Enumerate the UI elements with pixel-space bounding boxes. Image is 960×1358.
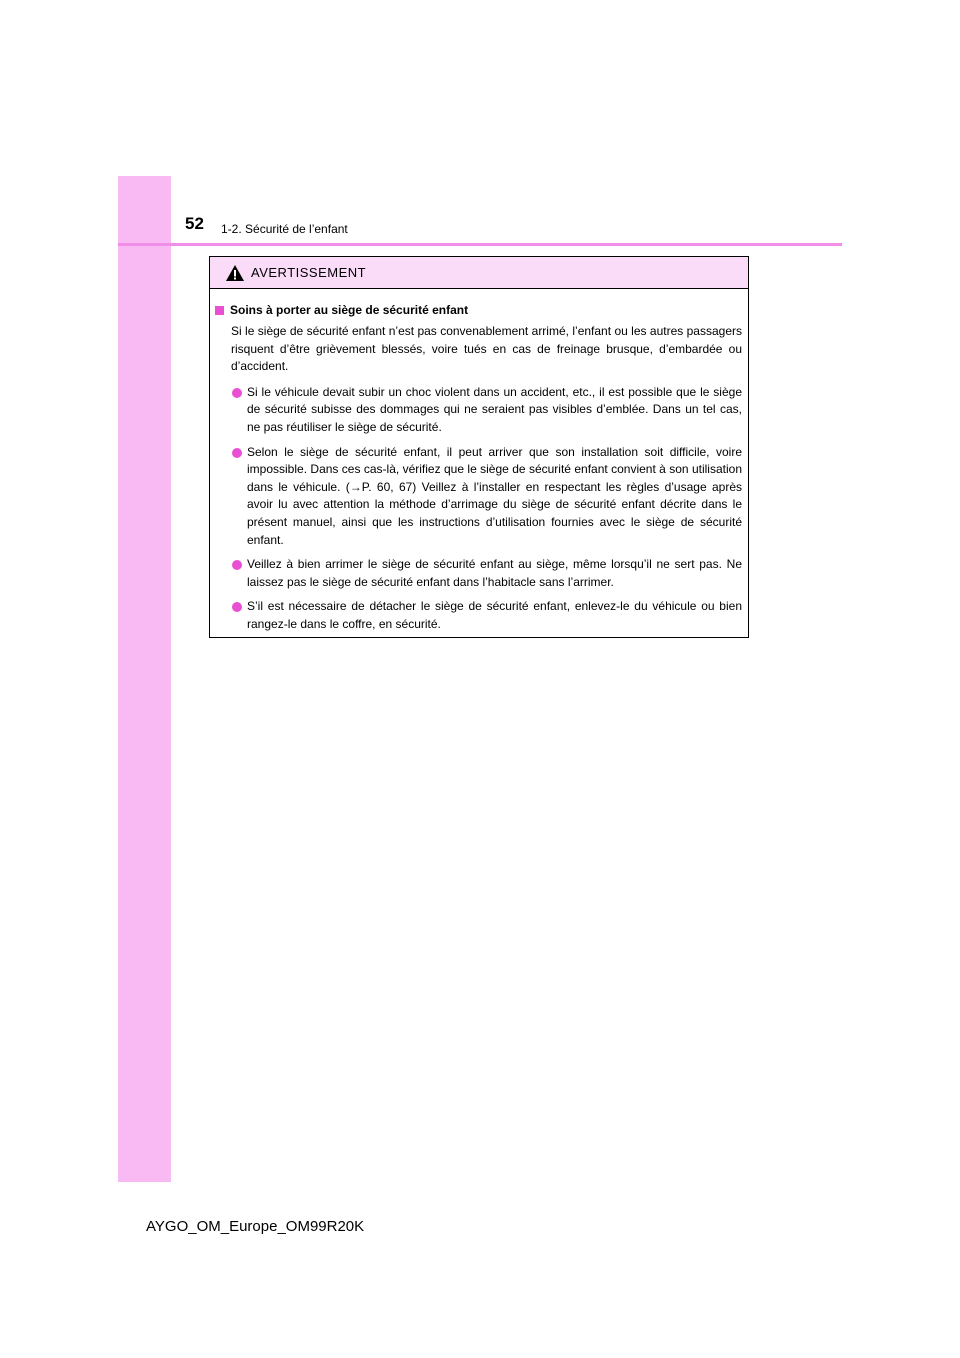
bullet-text: Veillez à bien arrimer le siège de sécurité enfant au siège, même lorsqu’il ne sert pas. Ne laissez pas le siège de sécurité enfant dans l’habitacle sans l’arrimer. <box>247 557 742 589</box>
warning-triangle-icon <box>225 264 245 282</box>
topic-heading <box>215 302 742 319</box>
section-title: 1-2. Sécurité de l’enfant <box>221 222 348 236</box>
warning-header <box>210 257 748 289</box>
chapter-tab-band <box>118 176 171 1182</box>
warning-box <box>209 256 749 638</box>
list-item <box>215 556 742 591</box>
square-bullet-icon <box>215 306 224 315</box>
header-divider <box>118 243 842 246</box>
list-item <box>215 598 742 633</box>
bullet-text: S’il est nécessaire de détacher le siège de sécurité enfant, enlevez-le du véhicule ou bien rangez-le dans le coffre, en sécurité. <box>247 599 742 631</box>
topic-heading-text: Soins à porter au siège de sécurité enfant <box>230 303 469 317</box>
circle-bullet-icon <box>232 560 242 570</box>
circle-bullet-icon <box>232 388 242 398</box>
warning-title: AVERTISSEMENT <box>251 265 367 280</box>
circle-bullet-icon <box>232 602 242 612</box>
bullet-text: Si le véhicule devait subir un choc violent dans un accident, etc., il est possible que le siège de sécurité subisse des dommages qui ne seraient pas visibles d’emblée. Dans un tel cas, ne pas réutiliser le siège de sécurité. <box>247 384 742 434</box>
warning-body <box>210 289 748 634</box>
page-number: 52 <box>185 214 204 233</box>
list-item <box>215 384 742 437</box>
bullet-text: Selon le siège de sécurité enfant, il peut arriver que son installation soit difficile, voire impossible. Dans ces cas-là, vérifiez que le siège de sécurité enfant convient à son utilisation dans le véhicule. (→P. 60, 67) Veillez à l’installer en respectant les règles d’usage après avoir lu avec attention la méthode d’arrimage du siège de sécurité enfant décrite dans le présent manuel, ainsi que les instructions d’utilisation fournies avec le siège de sécurité enfant. <box>247 444 742 547</box>
circle-bullet-icon <box>232 448 242 458</box>
intro-paragraph: Si le siège de sécurité enfant n’est pas convenablement arrimé, l’enfant ou les autres passagers risquent d’être grièvement blessés, voire tués en cas de freinage brusque, d’embardée ou d’accident. <box>231 324 742 374</box>
list-item <box>215 444 742 550</box>
document-code: AYGO_OM_Europe_OM99R20K <box>146 1218 365 1235</box>
